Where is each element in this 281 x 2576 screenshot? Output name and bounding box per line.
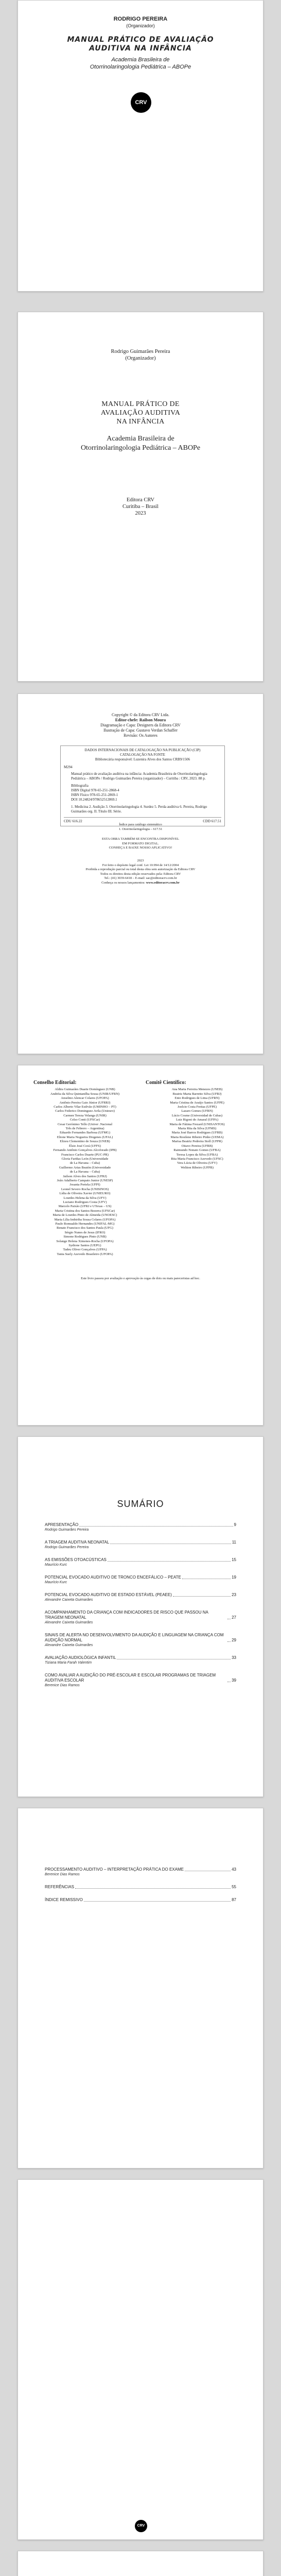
editorial-board-member: Carlos Federico Dominguez Avila (Unieuro) [55, 1109, 115, 1113]
editorial-board-member: Anselmo Alencar Colares (UFOPA) [61, 1096, 109, 1100]
editorial-board-member: Tadeu Oliver Gonçalves (UFPA) [63, 1248, 107, 1252]
toc-entry-author: Berenice Dias Ramos [45, 1873, 80, 1876]
toc-entry-title: REFERÊNCIAS [45, 1885, 74, 1889]
cover-author-role: (Organizador) [126, 23, 155, 28]
toc-entry-author: Berenice Dias Ramos [45, 1684, 80, 1687]
editorial-board-member: Tania Suely Azevedo Brasileiro (UFOPA) [57, 1252, 113, 1256]
scientific-committee-member: Marisa Beatriz Pedreira Stoll (UFPR) [172, 1140, 222, 1144]
presentation-page [17, 2551, 264, 2576]
editorial-board-member: Aldira Guimarães Duarte Domínguez (UNB) [55, 1088, 115, 1092]
toc-entry-page: 87 [232, 1897, 236, 1902]
scientific-committee-member: Maria Rosilene Ribeiro Pinho (UEMA) [170, 1135, 224, 1139]
toc-entry-title: SINAIS DE ALERTA NO DESENVOLVIMENTO DA AUDIÇÃO E LINGUAGEM NA CRIANÇA COM AUDIÇÃO NORMAL [45, 1633, 224, 1642]
toc-entry-page: 27 [232, 1615, 236, 1620]
toc-entry[interactable] [45, 1540, 236, 1550]
cover-page [17, 0, 264, 292]
toc-entry-author: Maurício Kurc [45, 1563, 67, 1567]
toc-entry-title: APRESENTAÇÃO [45, 1522, 79, 1527]
toc-entry-page: 39 [232, 1678, 236, 1683]
editorial-board-member: Solange Helena Ximenes-Rocha (UFOPA) [56, 1239, 114, 1243]
cdd-code: CDD 617.51 [203, 819, 221, 823]
toc-entry-page: 55 [232, 1885, 236, 1889]
toc-entry[interactable] [45, 1885, 236, 1890]
editorial-board-member: de La Havana – Cuba) [69, 1161, 100, 1165]
toc-entry-author: Maurício Kurc [45, 1581, 67, 1584]
toc-entry-page: 11 [232, 1540, 236, 1545]
toc-entry-author: Alexandre Caixeta Guimarães [45, 1643, 93, 1647]
toc-page-continued [17, 1808, 264, 2168]
copyright-page [17, 693, 264, 1054]
editorial-board-member: Fernando Antônio Gonçalves Alcoforado (IPB) [53, 1148, 117, 1153]
scientific-committee-member: Enio Rodrigues de Lima (UFRN) [174, 1096, 220, 1100]
toc-entry-title: PROCESSAMENTO AUDITIVO – INTERPRETAÇÃO PRÁTICA DO EXAME [45, 1867, 184, 1872]
editorial-board-member: Cesar Gerónimo Tello (Univer .Nacional [57, 1122, 113, 1126]
editorial-board-member: de La Havana – Cuba) [69, 1170, 100, 1174]
toc-entry-title: COMO AVALIAR A AUDIÇÃO DO PRÉ-ESCOLAR E ESCOLAR PROGRAMAS DE TRIAGEM AUDITIVA ESCOLAR [45, 1673, 216, 1683]
toc-entry-page: 23 [232, 1592, 236, 1597]
toc-entry[interactable] [45, 1673, 236, 1688]
editorial-board-member: Elione Maria Nogueira Diogenes (UFAL) [57, 1135, 113, 1139]
scientific-committee-member: Maria de Fátima Frezard (UNISANTOS) [169, 1122, 225, 1126]
toc-entry[interactable] [45, 1575, 236, 1585]
toc-entry[interactable] [45, 1522, 236, 1532]
editorial-board-member: Maria Cristina dos Santos Bezerra (UFSCar) [55, 1209, 115, 1213]
editorial-board-member: Maria Lília Imbiriba Sousa Colares (UFOPA) [54, 1217, 116, 1222]
editorial-board-member: Élsio José Corá (UFFS) [69, 1144, 101, 1148]
title-page-subtitle: Academia Brasileira de Otorrinolaringologia Pediátrica – ABOPe [80, 435, 201, 452]
toc-leader-dots [227, 1641, 231, 1642]
title-page-author: Rodrigo Guimarães Pereira (Organizador) [111, 349, 170, 361]
editorial-board-member: Elizeu Clementino de Souza (UNEB) [60, 1140, 110, 1144]
toc-leader-dots [108, 1561, 231, 1562]
toc-entry[interactable] [45, 1897, 236, 1903]
scientific-committee-member: Joelcio Costa Freitas (UFPE) [177, 1105, 217, 1109]
editorial-board-member: Francisco Carlos Duarte (PUC-PR) [61, 1153, 109, 1157]
toc-entry-author: Alexandre Caixeta Guimarães [45, 1621, 93, 1624]
digital-edition-notice: ESTA OBRA TAMBÉM SE ENCONTRA DISPONÍVEL EM FORMATO DIGITAL. CONHEÇA E BAIXE NOSSO APLICATIVO! [102, 837, 179, 850]
toc-entry[interactable] [45, 1610, 236, 1625]
scientific-committee-member: Ana Maria Ferreira Menezes (UNEB) [171, 1088, 223, 1092]
toc-entry[interactable] [45, 1592, 236, 1602]
toc-entry-author: Tiziana Maria Farah Valentim [45, 1661, 92, 1665]
scientific-committee-member: Oitavo Pereira (UFRB) [181, 1144, 213, 1148]
scientific-committee-member: Maria José Barros Rodrigues (UFRB) [171, 1131, 223, 1135]
toc-leader-dots [173, 1596, 231, 1597]
publisher-logo-small: CRV [135, 2520, 147, 2532]
toc-entry-title: ÍNDICE REMISSIVO [45, 1897, 83, 1902]
editorial-board-member: João Adalberto Campato Junior (UNESP) [57, 1178, 113, 1182]
toc-entry[interactable] [45, 1867, 236, 1877]
editorial-board-member: Três de Febrero – Argentina) [65, 1127, 104, 1131]
editorial-board [33, 1081, 136, 1257]
editorial-board-member: Maria de Lourdes Pinto de Almeida (UNOESC) [52, 1213, 117, 1217]
toc-entry-page: 29 [232, 1638, 236, 1642]
cover-author: RODRIGO PEREIRA [113, 16, 168, 22]
editorial-board-member: Guillermo Arias Beatón (Universidade [59, 1165, 111, 1170]
editorial-board-member: Antônio Pereira Gaio Júnior (UFRRJ) [59, 1100, 111, 1105]
toc-list [45, 1522, 236, 1696]
scientific-committee-member: Lazaro Gomes (UFRN) [181, 1109, 213, 1113]
scientific-committee-member: Maria Cristina de Araújo Santos (UFPE) [170, 1100, 224, 1105]
editorial-board-member: Jailson Alves dos Santos (UFRJ) [63, 1174, 107, 1178]
blank-page [17, 2179, 264, 2540]
toc-entry-page: 33 [232, 1655, 236, 1660]
scientific-committee-member: Vera Lúcia de Oliveira (UFV) [177, 1161, 217, 1165]
scientific-committee-member: Luiz Rigoni do Amaral (UFPA) [175, 1118, 219, 1122]
toc-entry-title: AVALIAÇÃO AUDIOLÓGICA INFANTIL [45, 1655, 116, 1660]
editorial-board-member: Simone Rodrigues Pinto (UNB) [63, 1235, 107, 1239]
editorial-board-member: Gloria Fariñas León (Universidade [61, 1157, 109, 1161]
toc-leader-dots [75, 1888, 231, 1889]
editorial-board-member: Sérgio Nunes de Jesus (IFRO) [64, 1230, 106, 1234]
toc-entry-author: Rodrigo Guimarães Pereira [45, 1528, 89, 1532]
cover-subtitle: Academia Brasileira de Otorrinolaringologia Pediátrica – ABOPe [90, 57, 191, 70]
scientific-committee-list [146, 1088, 249, 1170]
toc-entry-author: Alexandre Caixeta Guimarães [45, 1598, 93, 1602]
scientific-committee-member: Lúcio Cosme (Universidad de Cubas) [171, 1113, 223, 1117]
scientific-committee-member: Maria Rita da Silva (UFMS) [178, 1127, 217, 1131]
editorial-board-member: Luciano Rodrigues Costa (UFV) [63, 1200, 107, 1204]
publisher-logo: CRV [131, 92, 151, 113]
editorial-board-member: Carmen Tereza Velanga (UNIR) [63, 1113, 107, 1117]
title-page-imprint: Editora CRV Curitiba – Brasil 2023 [122, 497, 159, 516]
editorial-board-member: Leonel Severo Rocha (UNISINOS) [61, 1187, 109, 1191]
toc-entry-title: POTENCIAL EVOCADO AUDITIVO DE TRONCO ENCEFÁLICO – PEATE [45, 1575, 181, 1580]
catalog-index: Índice para catálogo sistemático 1. Otorrinolaringologia – 617.51 [118, 823, 163, 831]
editorial-board-member: Josania Portela (UFPI) [69, 1183, 100, 1187]
toc-entry-page: 19 [232, 1575, 236, 1580]
peer-review-note: Este livro passou por avaliação e aprovação às cegas de dois ou mais pareceristas ad hoc. [81, 1277, 200, 1280]
scientific-committee [146, 1081, 249, 1170]
publisher-website-link[interactable]: www.editoracrv.com.br [146, 880, 180, 885]
cover-title: MANUAL PRÁTICO DE AVALIAÇÃO AUDITIVA NA INFÂNCIA [67, 36, 214, 53]
toc-title: SUMÁRIO [117, 1499, 164, 1509]
toc-entry-title: AS EMISSÕES OTOACÚSTICAS [45, 1557, 107, 1562]
editorial-board-member: Marcelo Paixão (UFRJ e UTexas – US) [58, 1205, 112, 1209]
editorial-board-title: Conselho Editorial: [33, 1080, 77, 1086]
toc-entry-page: 15 [232, 1557, 236, 1562]
boards-page [17, 1065, 264, 1426]
toc-entry-author: Rodrigo Guimarães Pereira [45, 1546, 89, 1549]
toc-page [17, 1436, 264, 1797]
toc-list-continued [45, 1867, 236, 1910]
toc-leader-dots [84, 1901, 231, 1902]
editorial-board-member: Andréia da Silva Quintanilha Sousa (UNIR/UFRN) [50, 1092, 120, 1096]
title-page [17, 312, 264, 682]
scientific-committee-member: Raimundo Nonato Gomes (UFBA) [173, 1148, 221, 1153]
copyright-credits: Copyright © da Editora CRV Ltda. Editor-chefe: Railson Moura Diagramação e Capa: Designers da Editora CRV Ilustração de Capa: Gustavo Verdan Schaffer Revisão: Os Autores [100, 713, 181, 738]
title-page-title: MANUAL PRÁTICO DE AVALIAÇÃO AUDITIVA NA INFÂNCIA [100, 400, 181, 426]
toc-entry-title: A TRIAGEM AUDITIVA NEONATAL [45, 1540, 110, 1545]
scientific-committee-title: Comitê Científico: [146, 1080, 186, 1086]
editorial-board-member: Lourdes Helena da Silva (UFV) [63, 1196, 107, 1200]
editorial-board-member: Renato Francisco dos Santos Paula (UFG) [57, 1226, 113, 1230]
toc-entry-page: 43 [232, 1867, 236, 1872]
cdu-code: CDU 616.22 [64, 819, 82, 823]
editorial-board-member: Eduardo Fernandes Barbosa (UFMG) [59, 1131, 111, 1135]
editorial-board-member: Sydione Santos (UEPG) [68, 1244, 101, 1248]
editorial-board-list [33, 1088, 136, 1257]
catalog-card: DADOS INTERNACIONAIS DE CATALOGAÇÃO NA PUBLICAÇÃO (CIP) CATALOGAÇÃO NA FONTE Bibliotecária responsável: Luzenira Alves dos Santos CRB9/1506 M294 Manual prático de avaliação auditiva na infância: Academia Brasileira de Otorrinolaringologia Pediátrica – ABOPe / Rodrigo Guimarães Pereira (organizador) – Curitiba : CRV, 2023. 88 p. Bibliografia ISBN Digital 978-65-251-2868-4 ISBN Físico 978-65-251-2869-1 DOI 10.24824/978652512869.1 1. Medicina 2. Audição 3. Otorrinolaringologia 4. Surdez 5. Perda auditiva 6. Pereira, Rodrigo Guimarães org. II. Título III. Série. CDU 616.22 CDD 617.51 [60, 745, 225, 826]
scientific-committee-member: Beatriz Marta Barretto Silva (UFRJ) [172, 1092, 222, 1096]
scientific-committee-member: Teresa Lopes da Silva (UFBA) [176, 1153, 218, 1157]
toc-entry[interactable] [45, 1633, 236, 1648]
toc-entry[interactable] [45, 1557, 236, 1567]
toc-entry-title: ACOMPANHAMENTO DA CRIANÇA COM INDICADORES DE RISCO QUE PASSOU NA TRIAGEM NEONATAL [45, 1610, 208, 1620]
toc-entry[interactable] [45, 1655, 236, 1665]
toc-entry-page: 9 [234, 1522, 236, 1527]
toc-leader-dots [79, 1526, 233, 1527]
toc-entry-title: POTENCIAL EVOCADO AUDITIVO DE ESTADO ESTÁVEL (PEAEE) [45, 1592, 172, 1597]
editorial-board-member: Carlos Alberto Vilar Estêvão (UMINHO – PT) [54, 1105, 116, 1109]
legal-notice: 2023 Foi feito o depósito legal conf. Lei 10.994 de 14/12/2004 Proibida a reprodução parcial ou total desta obra sem autorização da Editora CRV Todos os direitos desta edição reservados pela: Editora CRV Tel.: (41) 3039-6418 – E-mail: sac@editoracrv.com.br Conheça os nossos lançamentos: www.editoracrv.com.br [85, 859, 196, 885]
scientific-committee-member: Rita Maria Francisco Azevedo (UFSC) [171, 1157, 223, 1161]
editorial-board-member: Paulo Romualdo Hernandes (UNIFAL-MG) [55, 1222, 115, 1226]
editorial-board-member: Lídia de Oliveira Xavier (UNIEURO) [59, 1192, 111, 1196]
scientific-committee-member: Weliton Ribeiro (UFPB) [181, 1165, 214, 1170]
editorial-board-member: Celso Conti (UFSCar) [69, 1118, 100, 1122]
